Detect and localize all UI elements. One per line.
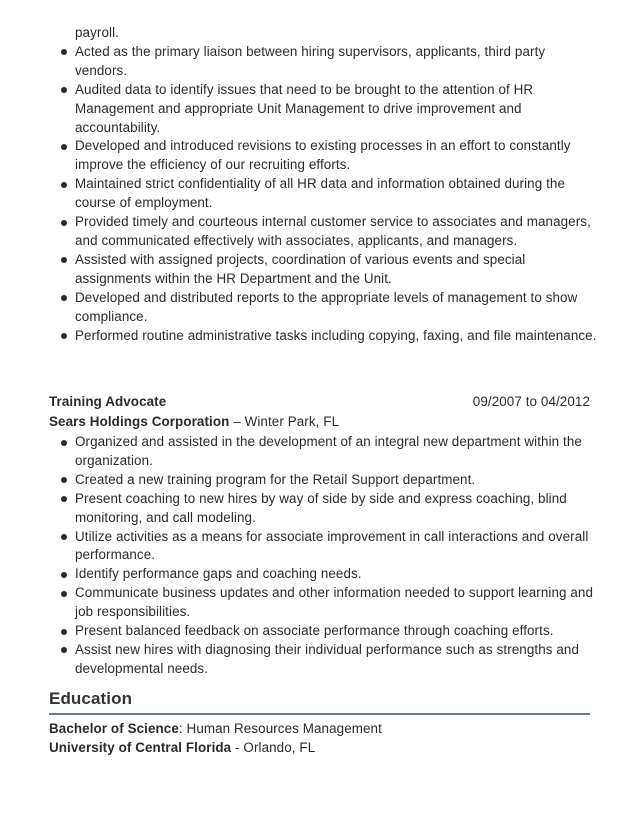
list-item: Provided timely and courteous internal customer service to associates and managers, and communicated effectively with associates, applicants, and managers. [0, 213, 638, 251]
school-name: University of Central Florida [49, 739, 232, 755]
list-item: Acted as the primary liaison between hiring supervisors, applicants, third party vendors. [0, 43, 638, 81]
company-location: – Winter Park, FL [229, 414, 340, 429]
list-item: Organized and assisted in the development of an integral new department within the organization. [0, 433, 638, 471]
list-item: Created a new training program for the Retail Support department. [0, 471, 638, 490]
list-item: Present coaching to new hires by way of side by side and express coaching, blind monitoring, and call modeling. [0, 490, 638, 528]
list-item: Identify performance gaps and coaching needs. [0, 565, 638, 584]
job-entry [0, 393, 638, 679]
education-section [49, 688, 590, 758]
job-company-line [0, 413, 638, 433]
section-heading: Education [49, 688, 590, 715]
job-dates: 09/2007 to 04/2012 [472, 394, 590, 409]
list-item: Audited data to identify issues that need to be brought to the attention of HR Management and appropriate Unit Management to drive improvement and accountability. [0, 81, 638, 138]
school-line [49, 739, 590, 758]
list-item: Assisted with assigned projects, coordination of various events and special assignments within the HR Department and the Unit. [0, 251, 638, 289]
list-item: Maintained strict confidentiality of all HR data and information obtained during the course of employment. [0, 175, 638, 213]
list-item: Developed and introduced revisions to existing processes in an effort to constantly improve the efficiency of our recruiting efforts. [0, 137, 638, 175]
list-item: Utilize activities as a means for associate improvement in call interactions and overall performance. [0, 528, 638, 566]
previous-job-section [0, 0, 638, 345]
list-item: Performed routine administrative tasks including copying, faxing, and file maintenance. [0, 327, 638, 346]
previous-job-bullets [0, 43, 638, 346]
school-location: - Orlando, FL [231, 739, 316, 755]
job-bullets [0, 433, 638, 679]
degree: Bachelor of Science [49, 721, 179, 736]
field-of-study: : Human Resources Management [178, 721, 382, 736]
job-header [0, 393, 638, 413]
list-item: Assist new hires with diagnosing their individual performance such as strengths and developmental needs. [0, 641, 638, 679]
job-title: Training Advocate [49, 394, 167, 409]
company-name: Sears Holdings Corporation [49, 414, 230, 429]
continued-text: payroll. [75, 25, 119, 40]
degree-line [49, 720, 590, 739]
list-item: Developed and distributed reports to the appropriate levels of management to show compliance. [0, 289, 638, 327]
list-item: Communicate business updates and other information needed to support learning and job responsibilities. [0, 584, 638, 622]
list-item: Present balanced feedback on associate performance through coaching efforts. [0, 622, 638, 641]
